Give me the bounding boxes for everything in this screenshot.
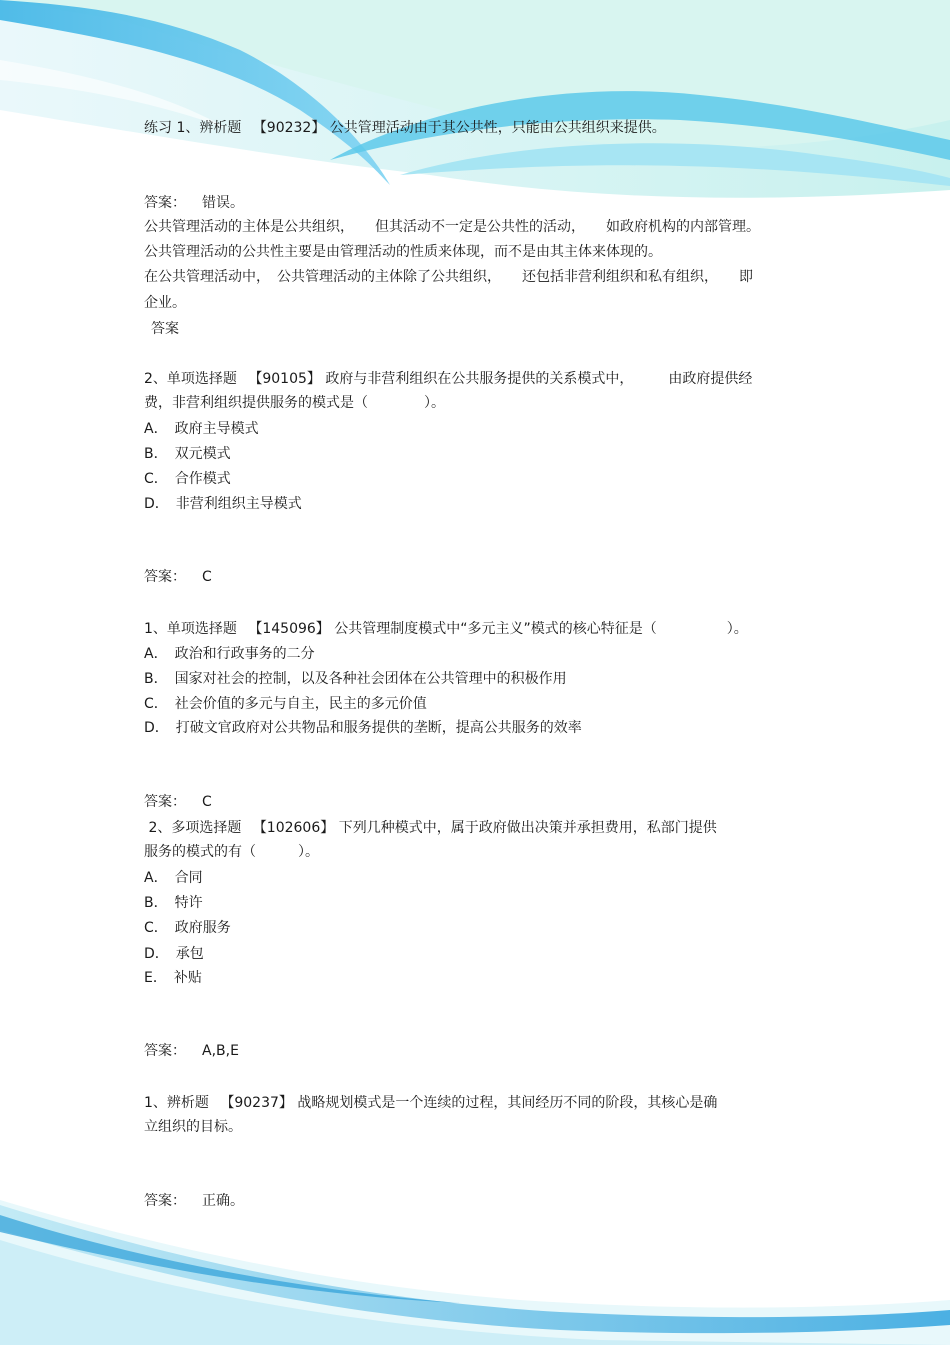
question-1-text: 练习 1、辨析题 【90232】 公共管理活动由于其公共性，只能由公共组织来提供。: [144, 120, 666, 136]
question-2-option: A． 政府主导模式: [144, 421, 259, 437]
question-2-text-line2: 费，非营利组织提供服务的模式是（ ）。: [144, 395, 445, 411]
question-4-text-line1: 2、多项选择题 【102606】 下列几种模式中，属于政府做出决策并承担费用，私部门提供: [144, 820, 717, 836]
question-1-trailing-label: 答案: [151, 321, 179, 337]
question-4-text-line2: 服务的模式的有（ ）。: [144, 844, 319, 860]
question-2-text-line1: 2、单项选择题 【90105】 政府与非营利组织在公共服务提供的关系模式中， 由政府提供经: [144, 371, 753, 387]
question-5-text-line2: 立组织的目标。: [144, 1119, 242, 1135]
question-3-text: 1、单项选择题 【145096】 公共管理制度模式中“多元主义”模式的核心特征是（ ）。: [144, 621, 748, 637]
question-4-option: A． 合同: [144, 870, 203, 886]
question-3-option: A． 政治和行政事务的二分: [144, 646, 315, 662]
question-4-option: D． 承包: [144, 946, 204, 962]
question-3-answer: [144, 792, 824, 812]
answer-value: 正确。: [202, 1193, 244, 1209]
answer-label: 答案：: [144, 195, 186, 211]
answer-label: 答案：: [144, 1193, 186, 1209]
question-4-option: B． 特许: [144, 895, 203, 911]
answer-label: 答案：: [144, 1043, 186, 1059]
question-2-answer: [144, 567, 824, 587]
question-3-option: D． 打破文官政府对公共物品和服务提供的垄断，提高公共服务的效率: [144, 720, 582, 736]
answer-value: C: [202, 569, 212, 585]
question-1-explanation-line: 公共管理活动的公共性主要是由管理活动的性质来体现，而不是由其主体来体现的。: [144, 244, 662, 260]
question-2-option: C． 合作模式: [144, 471, 231, 487]
question-2-option: B． 双元模式: [144, 446, 231, 462]
answer-value: A,B,E: [202, 1043, 239, 1059]
question-1-explanation-line: 企业。: [144, 295, 186, 311]
question-3-option: B． 国家对社会的控制，以及各种社会团体在公共管理中的积极作用: [144, 671, 567, 687]
question-5-text-line1: 1、辨析题 【90237】 战略规划模式是一个连续的过程，其间经历不同的阶段，其核心是确: [144, 1095, 718, 1111]
question-2-option: D． 非营利组织主导模式: [144, 496, 302, 512]
question-4-option: E． 补贴: [144, 970, 202, 986]
answer-label: 答案：: [144, 569, 186, 585]
question-4-option: C． 政府服务: [144, 920, 231, 936]
question-4-answer: [144, 1041, 824, 1061]
question-5-answer: [144, 1191, 824, 1211]
answer-label: 答案：: [144, 794, 186, 810]
question-3-option: C． 社会价值的多元与自主，民主的多元价值: [144, 696, 427, 712]
answer-value: 错误。: [202, 195, 244, 211]
question-1-explanation-line: 在公共管理活动中， 公共管理活动的主体除了公共组织， 还包括非营利组织和私有组织， 即: [144, 269, 753, 285]
question-1-answer: [144, 193, 824, 213]
question-1-explanation-line: 公共管理活动的主体是公共组织， 但其活动不一定是公共性的活动， 如政府机构的内部管理。: [144, 219, 760, 235]
answer-value: C: [202, 794, 212, 810]
